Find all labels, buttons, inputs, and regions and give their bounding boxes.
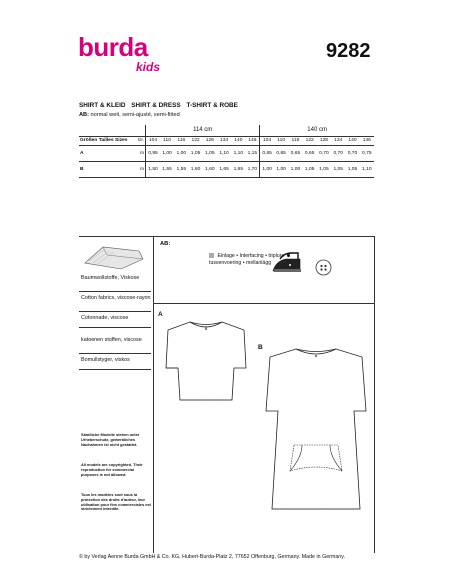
fabric-nl: katoenen stoffen, viscose [81, 337, 142, 343]
copyright-de: Sämtliche Modelle stehen unter Urheberschutz, gewerbliches Nachahmen ist nicht gestattet. [81, 432, 140, 447]
divider [79, 327, 151, 328]
pattern-title [79, 102, 242, 109]
yardage-cell: 1,00 [288, 161, 302, 177]
interfacing-line-1: Einlage • Interfacing • triplure [217, 253, 285, 259]
fabric-sv: Bomullstyger, viskos [81, 357, 130, 363]
width-140: 140 cm [260, 125, 374, 136]
yardage-cell: 0,70 [331, 145, 345, 161]
width-114: 114 cm [146, 125, 260, 136]
size-cell: 122 [188, 136, 202, 145]
fit-description [79, 112, 180, 118]
copyright-en: All models are copyrighted. Their reproduction for commercial purposes is not allowed. [81, 462, 143, 477]
size-cell: 110 [274, 136, 288, 145]
yardage-cell: 0,65 [303, 145, 317, 161]
yardage-cell: 1,00 [174, 145, 188, 161]
yardage-cell: 1,00 [274, 161, 288, 177]
yardage-cell: 1,60 [188, 161, 202, 177]
divider [79, 369, 151, 370]
row-unit: m [131, 145, 146, 161]
button-icon [315, 259, 332, 276]
divider [79, 291, 151, 292]
yardage-cell: 0,65 [288, 145, 302, 161]
divider [154, 303, 374, 304]
size-cell: 122 [303, 136, 317, 145]
yardage-cell: 1,10 [231, 145, 245, 161]
brand-name: burda [78, 32, 148, 62]
row-label: B [79, 161, 131, 177]
footer-copyright: © by Verlag Aenne Burda GmbH & Co. KG, Hubert-Burda-Platz 2, 77652 Offenburg, Germany. Made in Germany. [79, 554, 345, 560]
yardage-cell: 1,55 [160, 161, 174, 177]
yardage-cell: 1,50 [146, 161, 160, 177]
fabric-fr: Cotonnade, viscose [81, 315, 129, 321]
title-de: SHIRT & KLEID [79, 102, 126, 109]
fabric-en: Cotton fabrics, viscose-rayon [81, 295, 151, 301]
pattern-number: 9282 [326, 40, 371, 62]
illustration-panel [153, 236, 375, 553]
yardage-cell: 1,65 [217, 161, 231, 177]
title-fr: T-SHIRT & ROBE [186, 102, 238, 109]
row-unit: m [131, 161, 146, 177]
size-cell: 128 [317, 136, 331, 145]
size-cell: 146 [245, 136, 259, 145]
brand-sub: kids [136, 60, 161, 74]
fit-label: AB: [79, 112, 89, 118]
yardage-cell: 1,10 [217, 145, 231, 161]
row-label: A [79, 145, 131, 161]
notions-label: AB: [160, 241, 171, 247]
shirt-illustration [160, 314, 252, 406]
yardage-cell: 1,60 [203, 161, 217, 177]
yardage-cell: 1,00 [260, 161, 274, 177]
yardage-cell: 1,65 [231, 161, 245, 177]
copyright-fr: Tous les modèles sont sous la protection des droits d'auteur, leur utilisation pour fins commerciales est strictement interdite. [81, 492, 151, 512]
size-table [79, 125, 374, 178]
size-cell: 104 [146, 136, 160, 145]
yardage-cell: 1,15 [245, 145, 259, 161]
yardage-cell: 0,70 [317, 145, 331, 161]
size-cell: 140 [345, 136, 359, 145]
yardage-cell: 1,00 [160, 145, 174, 161]
yardage-cell: 0,65 [274, 145, 288, 161]
divider [79, 353, 151, 354]
yardage-cell: 1,55 [174, 161, 188, 177]
iron-icon [270, 251, 304, 275]
yardage-cell: 1,05 [331, 161, 345, 177]
size-cell: 110 [160, 136, 174, 145]
interfacing-note [209, 253, 329, 266]
yardage-cell: 1,05 [345, 161, 359, 177]
size-cell: 104 [260, 136, 274, 145]
yardage-cell: 0,65 [260, 145, 274, 161]
yardage-cell: 1,05 [188, 145, 202, 161]
size-cell: 140 [231, 136, 245, 145]
yardage-cell: 0,75 [360, 145, 374, 161]
size-header-row [79, 136, 374, 145]
view-b-label: B [258, 344, 263, 351]
fit-text: normal weit, semi-ajusté, semi-fitted [90, 112, 180, 118]
interfacing-line-2: tussenvoering • mellanlägg [209, 259, 272, 266]
dress-illustration [254, 345, 376, 515]
fabric-de: Baumwollstoffe, Viskose [81, 275, 140, 281]
size-cell: 116 [288, 136, 302, 145]
view-a-label: A [158, 311, 163, 318]
fabric-panel [79, 236, 153, 553]
size-cell: 128 [203, 136, 217, 145]
size-header-label: Größen Tailles Sizes [79, 136, 131, 145]
interfacing-swatch-icon [209, 253, 214, 258]
brand-logo [78, 32, 188, 80]
fabric-width-row [79, 125, 374, 136]
table-row-b [79, 161, 374, 177]
size-cell: 116 [174, 136, 188, 145]
yardage-cell: 1,10 [360, 161, 374, 177]
size-header-unit: Gr. [131, 136, 146, 145]
divider [79, 311, 151, 312]
size-cell: 134 [217, 136, 231, 145]
yardage-cell: 1,05 [317, 161, 331, 177]
table-row-a [79, 145, 374, 161]
fabric-swatch-icon [81, 243, 147, 271]
title-en: SHIRT & DRESS [131, 102, 181, 109]
yardage-cell: 0,95 [146, 145, 160, 161]
yardage-cell: 1,70 [245, 161, 259, 177]
yardage-cell: 1,05 [303, 161, 317, 177]
size-cell: 134 [331, 136, 345, 145]
yardage-cell: 1,05 [203, 145, 217, 161]
yardage-cell: 0,70 [345, 145, 359, 161]
size-cell: 146 [360, 136, 374, 145]
